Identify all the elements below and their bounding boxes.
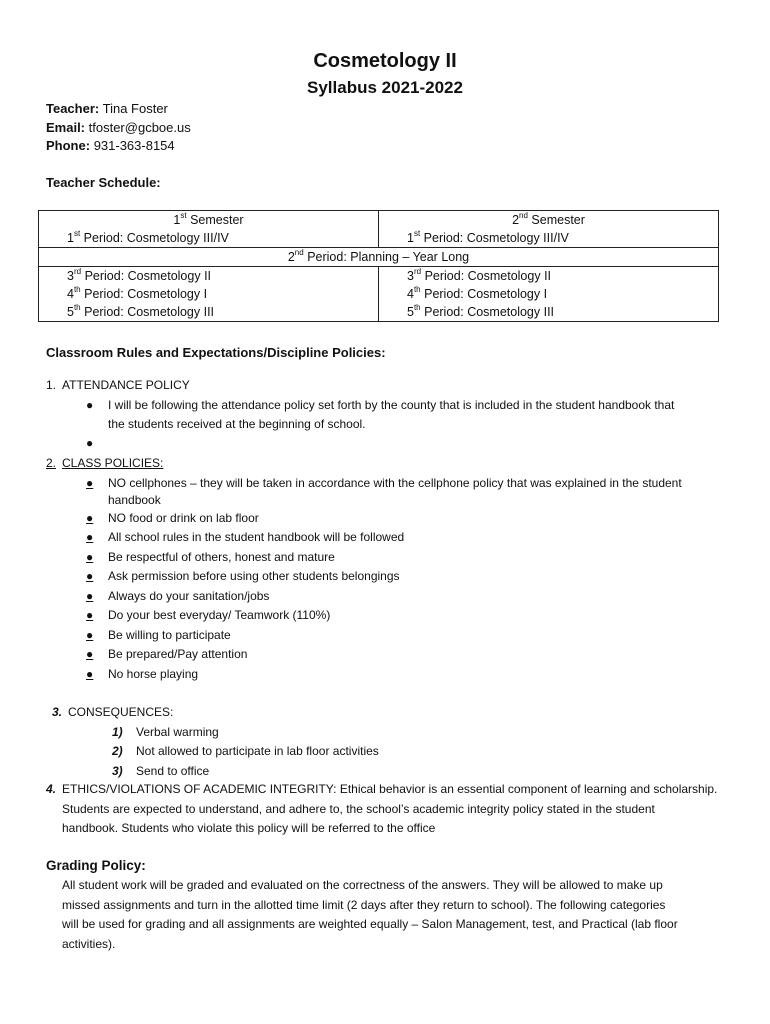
semester-1-header: 1st Semester: [39, 211, 379, 230]
grading-paragraph: [62, 876, 732, 954]
class-policies-number: 2.: [46, 456, 57, 470]
bullet-icon: ●: [86, 398, 94, 412]
planning-row: [39, 248, 719, 267]
document-subtitle: Syllabus 2021-2022: [307, 78, 463, 97]
schedule-row: [39, 267, 719, 286]
bullet-icon: ●: [86, 608, 94, 622]
list-item: Be respectful of others, honest and mature: [108, 550, 335, 564]
teacher-name: Tina Foster: [102, 101, 168, 116]
ethics-paragraph: [62, 780, 732, 839]
text-line: handbook. Students who violate this policy will be referred to the office: [62, 821, 436, 835]
attendance-section: [0, 376, 770, 450]
list-item: No horse playing: [108, 667, 199, 681]
list-item: Be willing to participate: [108, 628, 231, 642]
text-line: will be used for grading and all assignments are weighted equally – Salon Management, test, and Practical (lab floor: [62, 917, 678, 931]
teacher-info: [46, 100, 191, 156]
text-line: missed assignments and turn in the allotted time limit (2 days after they return to school). The following categories: [62, 897, 666, 912]
attendance-number: 1.: [46, 378, 57, 392]
email-label: Email:: [46, 119, 86, 135]
list-item: 1) Verbal warming: [112, 725, 219, 739]
bullet-icon: ●: [86, 530, 94, 544]
list-item: NO cellphones – they will be taken in accordance with the cellphone policy that was explained in the student: [108, 476, 682, 490]
bullet-icon: ●: [86, 569, 94, 583]
semester-2-header: 2nd Semester: [379, 211, 719, 230]
bullet-icon: ●: [86, 589, 94, 603]
bullet-icon: ●: [86, 511, 94, 525]
schedule-row: [39, 303, 719, 322]
bullet-icon: ●: [86, 667, 94, 681]
list-item: Always do your sanitation/jobs: [108, 589, 270, 603]
grading-heading: Grading Policy:: [46, 858, 146, 873]
phone-line: [46, 137, 191, 156]
schedule-cell: 1st Period: Cosmetology III/IV: [39, 229, 379, 248]
consequences-title: CONSEQUENCES:: [68, 705, 174, 719]
document-title: Cosmetology II: [313, 50, 457, 72]
schedule-heading: Teacher Schedule:: [46, 175, 161, 190]
schedule-cell: 4th Period: Cosmetology I: [379, 285, 719, 303]
teacher-line: [46, 100, 191, 119]
schedule-cell: 3rd Period: Cosmetology II: [379, 267, 719, 286]
consequences-section: [0, 703, 770, 783]
list-item: All school rules in the student handbook will be followed: [108, 530, 405, 544]
planning-cell: 2nd Period: Planning – Year Long: [39, 248, 719, 267]
schedule-cell: 5th Period: Cosmetology III: [39, 303, 379, 322]
schedule-cell: 4th Period: Cosmetology I: [39, 285, 379, 303]
class-policies-title: CLASS POLICIES:: [62, 456, 164, 470]
rules-heading: Classroom Rules and Expectations/Discipline Policies:: [46, 345, 386, 360]
text-line: ETHICS/VIOLATIONS OF ACADEMIC INTEGRITY: Ethical behavior is an essential component of learning and scholarship.: [62, 782, 718, 796]
list-item: 3) Send to office: [112, 764, 210, 778]
list-item: NO food or drink on lab floor: [108, 511, 259, 525]
phone-label: Phone:: [46, 138, 91, 153]
text-line: All student work will be graded and evaluated on the correctness of the answers. They will be allowed to make up: [62, 878, 663, 892]
bullet-icon: ●: [86, 476, 94, 490]
bullet-icon: ●: [86, 628, 94, 642]
email-line: [46, 119, 191, 138]
list-item: handbook: [108, 493, 161, 507]
schedule-table: [38, 210, 719, 322]
bullet-icon: ●: [86, 550, 94, 564]
schedule-cell: 1st Period: Cosmetology III/IV: [379, 229, 719, 248]
attendance-title: ATTENDANCE POLICY: [62, 378, 190, 392]
schedule-row: [39, 285, 719, 303]
list-item: I will be following the attendance policy set forth by the county that is included in the student handbook that: [108, 398, 675, 412]
schedule-row: [39, 229, 719, 248]
teacher-label: Teacher:: [46, 101, 100, 116]
teacher-phone: 931-363-8154: [93, 138, 175, 153]
bullet-icon: ●: [86, 647, 94, 661]
list-item: 2) Not allowed to participate in lab floor activities: [112, 744, 379, 758]
schedule-cell: 3rd Period: Cosmetology II: [39, 267, 379, 286]
ethics-number: 4.: [46, 782, 57, 796]
schedule-header-row: [39, 211, 719, 230]
list-item: the students received at the beginning of school.: [108, 417, 366, 431]
bullet-icon: ●: [86, 436, 94, 450]
text-line: Students are expected to understand, and adhere to, the school’s academic integrity policy stated in the student: [62, 801, 655, 816]
schedule-cell: 5th Period: Cosmetology III: [379, 303, 719, 322]
teacher-email: tfoster@gcboe.us: [88, 119, 191, 135]
list-item: Do your best everyday/ Teamwork (110%): [108, 608, 331, 622]
list-item: Be prepared/Pay attention: [108, 647, 248, 661]
text-line: activities).: [62, 936, 116, 951]
class-policies-section: [0, 454, 770, 684]
list-item: Ask permission before using other students belongings: [108, 569, 400, 583]
consequences-number: 3.: [52, 705, 63, 719]
